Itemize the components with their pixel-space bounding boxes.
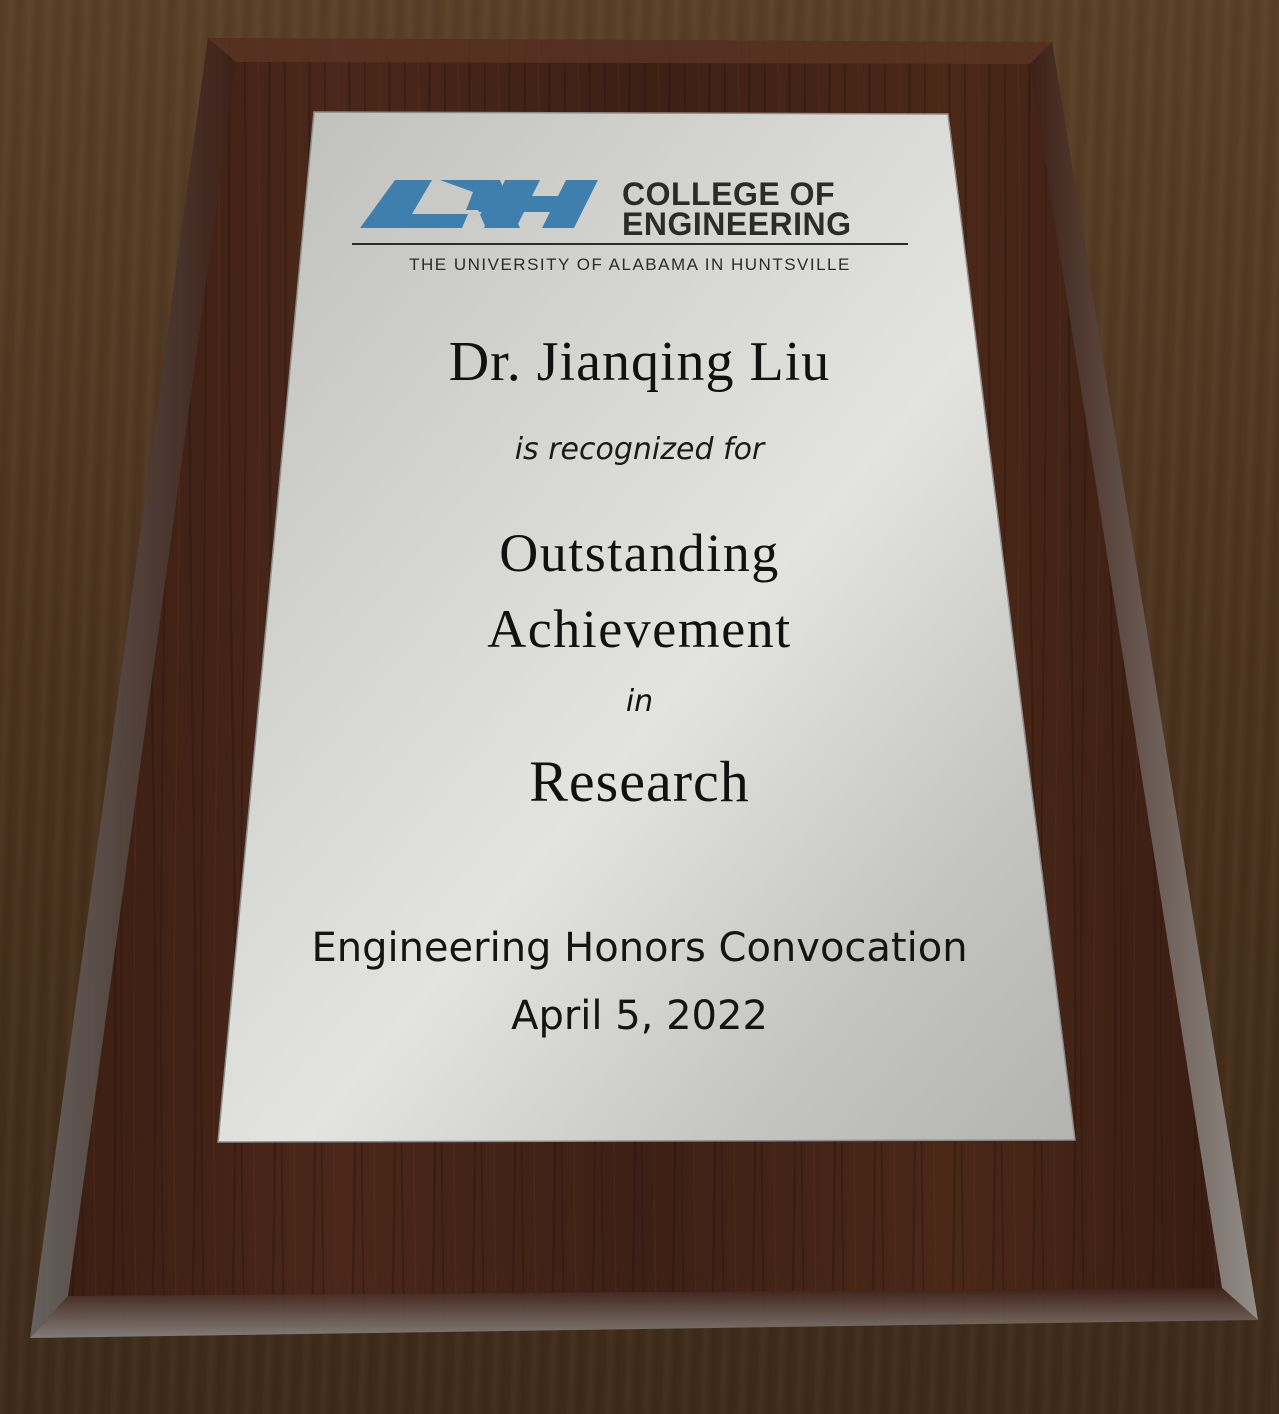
award-title-line-2: Achievement <box>487 599 792 659</box>
award-title-line-1: Outstanding <box>499 523 780 583</box>
university-name: THE UNIVERSITY OF ALABAMA IN HUNTSVILLE <box>409 255 851 274</box>
recipient-name: Dr. Jianqing Liu <box>448 331 831 393</box>
award-field: Research <box>529 749 750 814</box>
college-line-1: COLLEGE OF <box>622 176 835 212</box>
plaque-bevel-top <box>208 38 1052 64</box>
college-line-2: ENGINEERING <box>622 206 852 242</box>
recognized-text: is recognized for <box>514 432 765 467</box>
plaque-bevel-bottom <box>30 1288 1258 1338</box>
college-logo <box>352 170 912 280</box>
logo-divider <box>352 243 908 245</box>
event-date: April 5, 2022 <box>511 993 768 1039</box>
award-connector: in <box>625 684 654 719</box>
event-name: Engineering Honors Convocation <box>311 925 968 971</box>
